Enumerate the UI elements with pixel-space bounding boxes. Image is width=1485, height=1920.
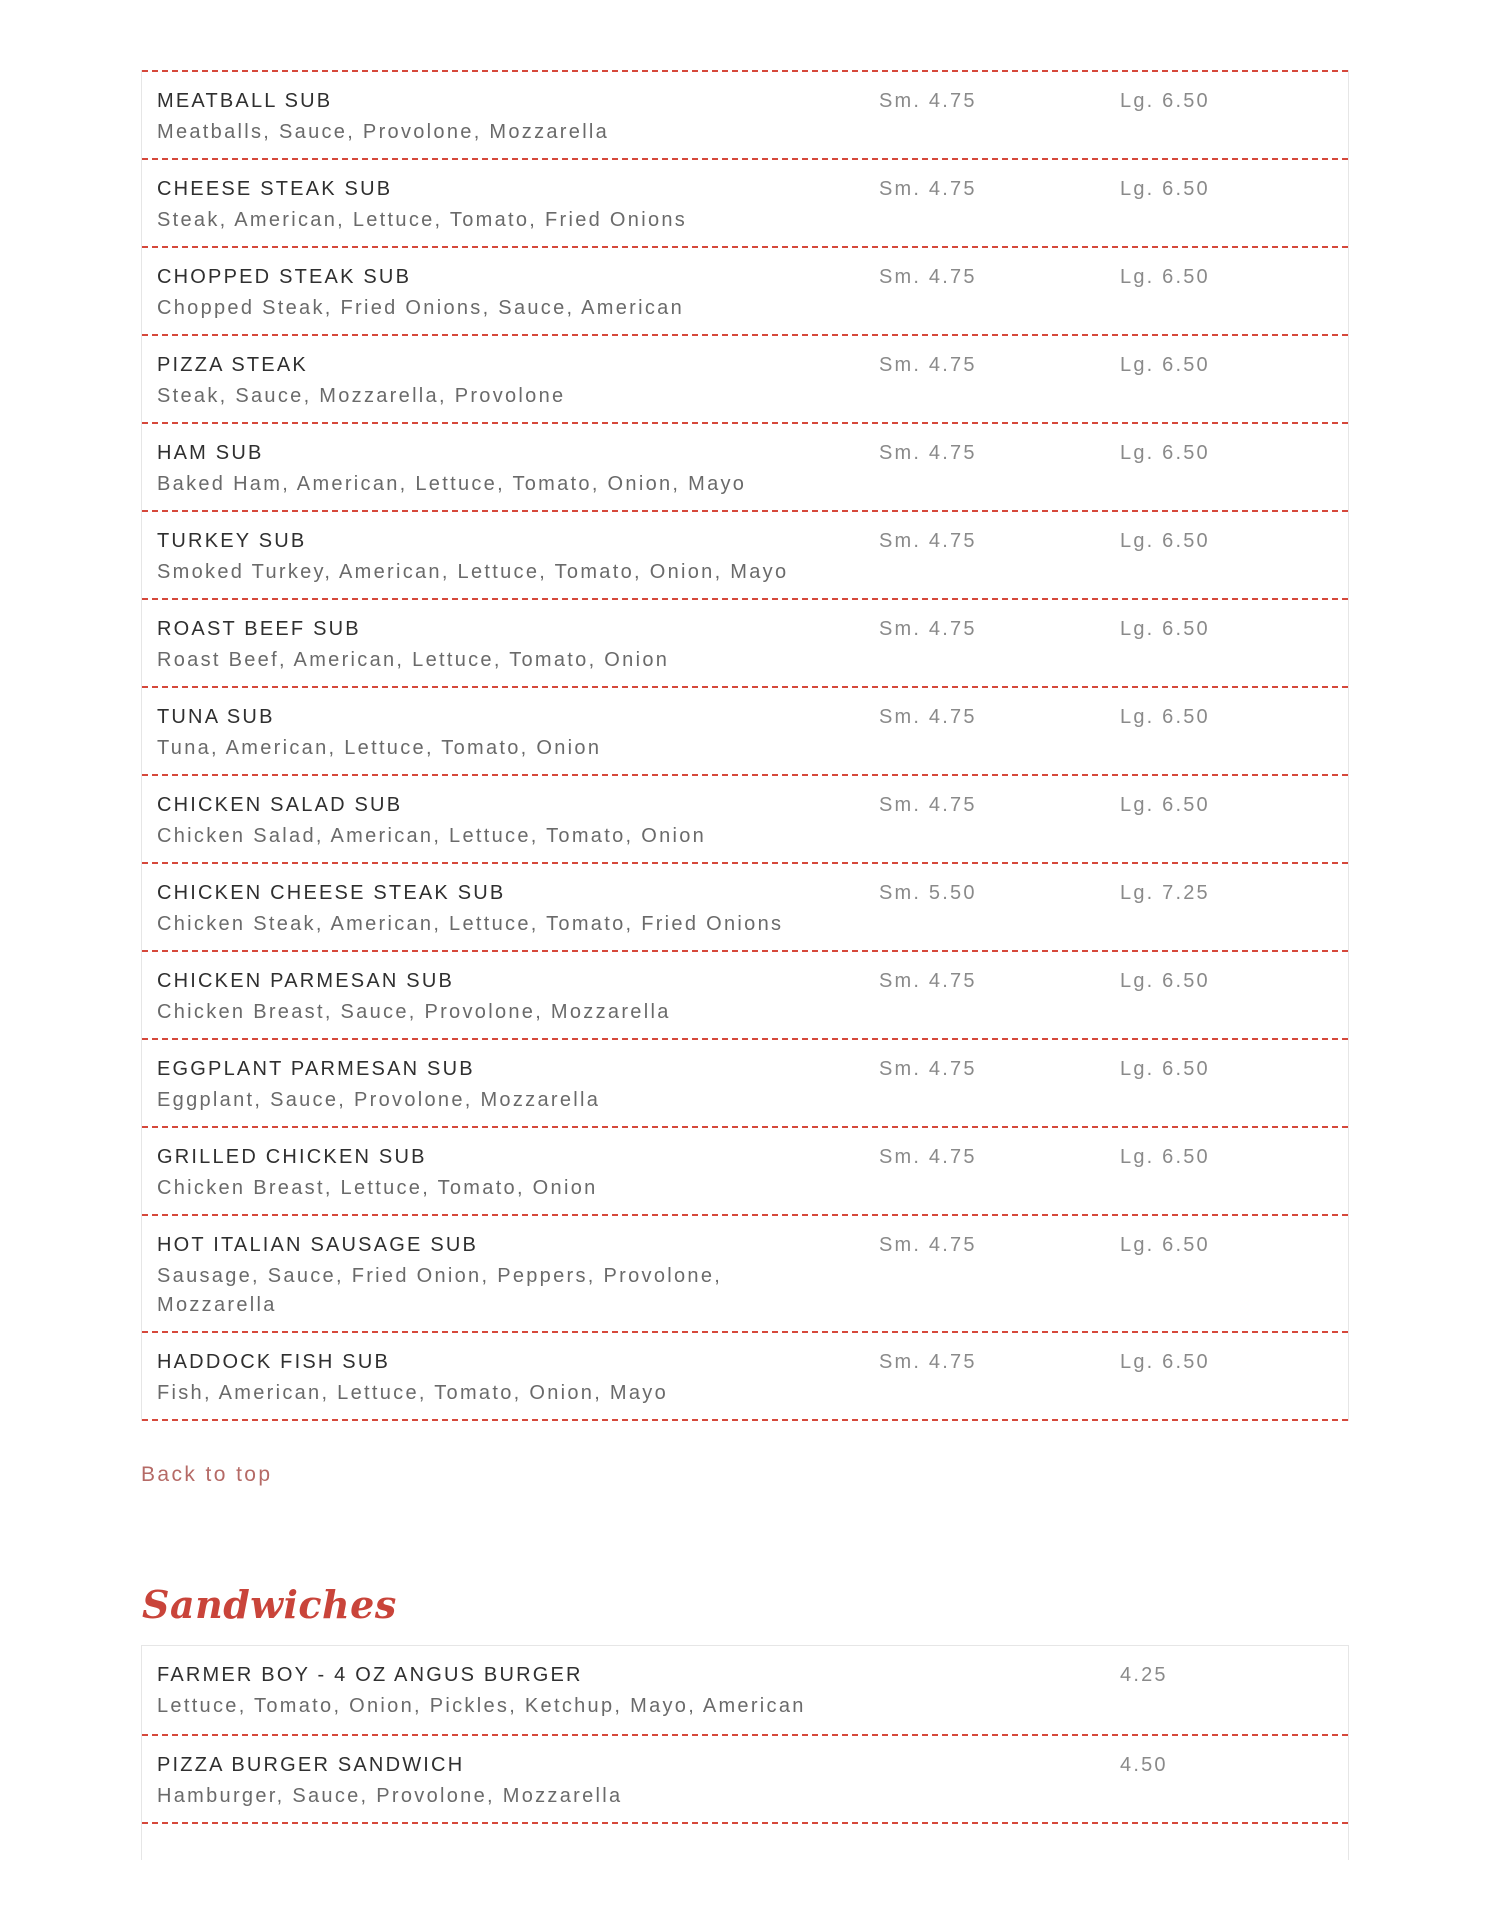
sandwiches-menu-table	[141, 1645, 1349, 1860]
large-price: Lg. 6.50	[1120, 442, 1210, 464]
small-price: Sm. 5.50	[879, 882, 977, 904]
item-description: Chicken Breast, Sauce, Provolone, Mozzarella	[157, 1001, 671, 1023]
item-description: Steak, Sauce, Mozzarella, Provolone	[157, 385, 566, 407]
section-title-sandwiches: Sandwiches	[142, 1582, 397, 1627]
item-name: GRILLED CHICKEN SUB	[157, 1146, 427, 1168]
item-description: Chopped Steak, Fried Onions, Sauce, American	[157, 297, 684, 319]
menu-row	[142, 862, 1348, 950]
menu-row	[142, 1038, 1348, 1126]
small-price: Sm. 4.75	[879, 1058, 977, 1080]
item-description: Eggplant, Sauce, Provolone, Mozzarella	[157, 1089, 601, 1111]
large-price: Lg. 6.50	[1120, 1351, 1210, 1373]
menu-row	[142, 70, 1348, 158]
item-description: Chicken Salad, American, Lettuce, Tomato, Onion	[157, 825, 707, 847]
back-to-top-link[interactable]: Back to top	[141, 1463, 273, 1486]
menu-row	[142, 1331, 1348, 1419]
item-name: EGGPLANT PARMESAN SUB	[157, 1058, 475, 1080]
large-price: Lg. 6.50	[1120, 1234, 1210, 1256]
item-name: CHICKEN SALAD SUB	[157, 794, 403, 816]
menu-row	[142, 774, 1348, 862]
menu-row	[142, 246, 1348, 334]
menu-row	[142, 950, 1348, 1038]
item-description: Smoked Turkey, American, Lettuce, Tomato, Onion, Mayo	[157, 561, 789, 583]
item-description: Lettuce, Tomato, Onion, Pickles, Ketchup, Mayo, American	[157, 1695, 806, 1717]
small-price: Sm. 4.75	[879, 354, 977, 376]
item-description: Roast Beef, American, Lettuce, Tomato, Onion	[157, 649, 670, 671]
large-price: Lg. 6.50	[1120, 90, 1210, 112]
small-price: Sm. 4.75	[879, 442, 977, 464]
menu-row	[142, 334, 1348, 422]
item-name: HAM SUB	[157, 442, 264, 464]
item-price: 4.50	[1120, 1754, 1168, 1776]
menu-row	[142, 422, 1348, 510]
item-name: CHOPPED STEAK SUB	[157, 266, 412, 288]
small-price: Sm. 4.75	[879, 1351, 977, 1373]
large-price: Lg. 6.50	[1120, 354, 1210, 376]
small-price: Sm. 4.75	[879, 90, 977, 112]
item-description: Tuna, American, Lettuce, Tomato, Onion	[157, 737, 602, 759]
item-name: TUNA SUB	[157, 706, 275, 728]
subs-menu-table	[141, 70, 1349, 1421]
menu-row	[142, 1646, 1348, 1734]
menu-row	[142, 598, 1348, 686]
item-name: CHICKEN PARMESAN SUB	[157, 970, 455, 992]
small-price: Sm. 4.75	[879, 530, 977, 552]
large-price: Lg. 6.50	[1120, 1058, 1210, 1080]
large-price: Lg. 7.25	[1120, 882, 1210, 904]
item-name: PIZZA BURGER SANDWICH	[157, 1754, 465, 1776]
large-price: Lg. 6.50	[1120, 794, 1210, 816]
item-description: Meatballs, Sauce, Provolone, Mozzarella	[157, 121, 610, 143]
table-divider	[142, 1419, 1348, 1421]
item-name: ROAST BEEF SUB	[157, 618, 361, 640]
small-price: Sm. 4.75	[879, 618, 977, 640]
small-price: Sm. 4.75	[879, 178, 977, 200]
menu-row	[142, 510, 1348, 598]
table-divider	[142, 1822, 1348, 1824]
large-price: Lg. 6.50	[1120, 530, 1210, 552]
item-name: FARMER BOY - 4 OZ ANGUS BURGER	[157, 1664, 583, 1686]
large-price: Lg. 6.50	[1120, 706, 1210, 728]
item-name: CHEESE STEAK SUB	[157, 178, 393, 200]
item-description: Steak, American, Lettuce, Tomato, Fried Onions	[157, 209, 688, 231]
item-description: Chicken Breast, Lettuce, Tomato, Onion	[157, 1177, 598, 1199]
large-price: Lg. 6.50	[1120, 970, 1210, 992]
item-description: Baked Ham, American, Lettuce, Tomato, Onion, Mayo	[157, 473, 747, 495]
large-price: Lg. 6.50	[1120, 178, 1210, 200]
small-price: Sm. 4.75	[879, 706, 977, 728]
menu-row	[142, 1734, 1348, 1822]
item-name: CHICKEN CHEESE STEAK SUB	[157, 882, 506, 904]
item-description: Hamburger, Sauce, Provolone, Mozzarella	[157, 1785, 623, 1807]
small-price: Sm. 4.75	[879, 794, 977, 816]
item-price: 4.25	[1120, 1664, 1168, 1686]
menu-row	[142, 1214, 1348, 1331]
large-price: Lg. 6.50	[1120, 1146, 1210, 1168]
large-price: Lg. 6.50	[1120, 618, 1210, 640]
item-name: TURKEY SUB	[157, 530, 307, 552]
small-price: Sm. 4.75	[879, 266, 977, 288]
item-name: PIZZA STEAK	[157, 354, 308, 376]
item-name: HADDOCK FISH SUB	[157, 1351, 391, 1373]
item-description: Chicken Steak, American, Lettuce, Tomato, Fried Onions	[157, 913, 784, 935]
small-price: Sm. 4.75	[879, 1234, 977, 1256]
item-description: Sausage, Sauce, Fried Onion, Peppers, Provolone, Mozzarella	[157, 1265, 723, 1316]
menu-row	[142, 158, 1348, 246]
small-price: Sm. 4.75	[879, 1146, 977, 1168]
item-description: Fish, American, Lettuce, Tomato, Onion, Mayo	[157, 1382, 669, 1404]
menu-row	[142, 686, 1348, 774]
small-price: Sm. 4.75	[879, 970, 977, 992]
menu-row	[142, 1126, 1348, 1214]
large-price: Lg. 6.50	[1120, 266, 1210, 288]
item-name: HOT ITALIAN SAUSAGE SUB	[157, 1234, 479, 1256]
item-name: MEATBALL SUB	[157, 90, 333, 112]
